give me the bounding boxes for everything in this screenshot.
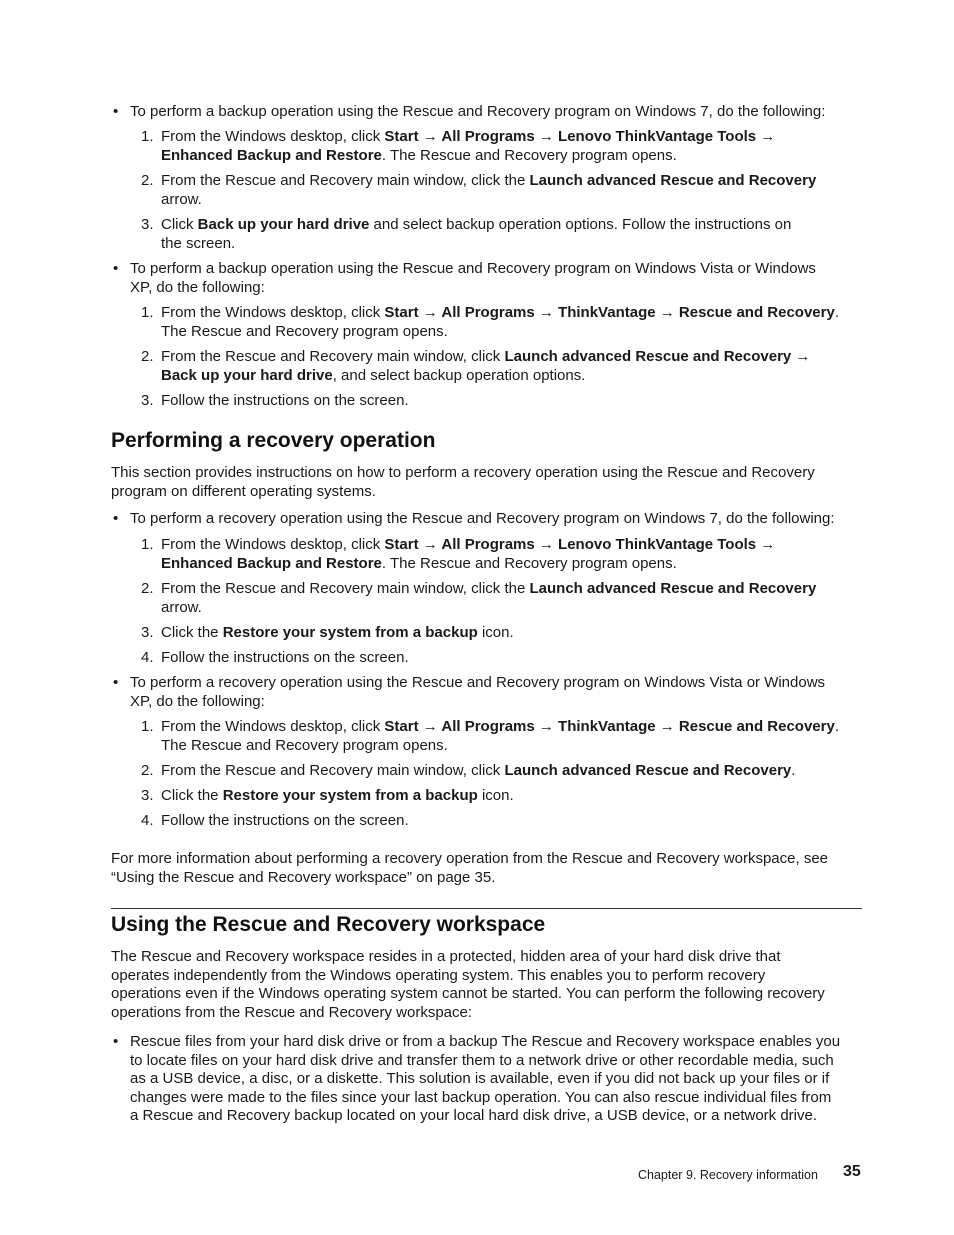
item-line: changes were made to the files since your last backup operation. You can also rescue individual files from — [130, 1088, 832, 1106]
section-divider — [111, 908, 862, 909]
option-name: Back up your hard drive — [161, 366, 333, 384]
step-text: From the Windows desktop, click — [161, 128, 385, 145]
recovery-win7-step2 — [161, 580, 866, 617]
intro-line: operations from the Rescue and Recovery workspace: — [111, 1003, 473, 1021]
step-text: From the Rescue and Recovery main window, click — [161, 348, 505, 365]
step-number: 4. — [141, 649, 154, 666]
recovery-vista-step3 — [161, 787, 866, 806]
recovery-win7-step4: Follow the instructions on the screen. — [161, 649, 409, 666]
step-number: 1. — [141, 718, 154, 735]
cross-reference-link[interactable]: “Using the Rescue and Recovery workspace” on page 35. — [111, 868, 496, 886]
backup-vista-step2 — [161, 348, 866, 385]
step-text: icon. — [477, 787, 514, 804]
intro-line: operates independently from the Windows operating system. This enables you to perform recovery — [111, 966, 766, 984]
step-number: 3. — [141, 787, 154, 804]
item-line: to locate files on your hard disk drive and transfer them to a network drive or other recordable media, such — [130, 1051, 834, 1069]
step-text: From the Rescue and Recovery main window, click — [161, 762, 505, 779]
step-number: 2. — [141, 580, 154, 597]
menu-path: Start → All Programs → ThinkVantage → Rescue and Recovery — [384, 304, 835, 321]
option-name: Restore your system from a backup — [222, 787, 478, 804]
menu-path: Start → All Programs → ThinkVantage → Rescue and Recovery — [384, 718, 835, 735]
bullet-marker: • — [113, 674, 119, 691]
bullet-marker: • — [113, 510, 119, 527]
item-line: Rescue files from your hard disk drive or from a backup The Rescue and Recovery workspace enables you — [130, 1033, 841, 1050]
step-text: Click — [161, 216, 198, 233]
step-text: icon. — [477, 624, 514, 641]
workspace-intro — [111, 948, 866, 1022]
item-line: as a USB device, a disc, or a diskette. This solution is available, even if you did not back up your files or if — [130, 1070, 830, 1087]
backup-vista-step3: Follow the instructions on the screen. — [161, 392, 409, 409]
option-name: Back up your hard drive — [197, 216, 370, 233]
more-info-line: For more information about performing a recovery operation from the Rescue and Recovery workspace, see — [111, 850, 829, 867]
rescue-files-item — [130, 1033, 865, 1126]
step-text: From the Windows desktop, click — [161, 718, 385, 735]
option-name: Restore your system from a backup — [222, 624, 478, 641]
step-number: 1. — [141, 536, 154, 553]
step-text: From the Rescue and Recovery main window, click the — [161, 580, 530, 597]
step-number: 4. — [141, 812, 154, 829]
section-heading-recovery: Performing a recovery operation — [111, 429, 436, 452]
intro-line: XP, do the following: — [130, 692, 265, 710]
step-text: the screen. — [161, 234, 236, 252]
recovery-intro — [111, 464, 866, 501]
intro-line: This section provides instructions on how to perform a recovery operation using the Rescue and Recovery — [111, 464, 815, 481]
bullet-marker: • — [113, 260, 119, 277]
step-text: From the Rescue and Recovery main window, click the — [161, 172, 530, 189]
page-number: 35 — [843, 1163, 861, 1180]
menu-path: Start → All Programs → Lenovo ThinkVantage Tools → — [384, 128, 776, 145]
step-text: . The Rescue and Recovery program opens. — [381, 554, 677, 572]
option-name: Launch advanced Rescue and Recovery — [504, 762, 792, 779]
recovery-vista-step2 — [161, 762, 866, 781]
step-text: and select backup operation options. Follow the instructions on — [369, 216, 792, 233]
intro-line: operations even if the Windows operating system cannot be started. You can perform the following recovery — [111, 985, 825, 1002]
step-number: 1. — [141, 304, 154, 321]
step-text: The Rescue and Recovery program opens. — [161, 322, 448, 340]
step-number: 3. — [141, 392, 154, 409]
step-text: arrow. — [161, 190, 202, 208]
option-name: Launch advanced Rescue and Recovery — [529, 580, 817, 597]
step-number: 3. — [141, 216, 154, 233]
step-text: The Rescue and Recovery program opens. — [161, 736, 448, 754]
step-text: . — [791, 762, 796, 779]
backup-win7-step3 — [161, 216, 866, 253]
menu-path: Start → All Programs → Lenovo ThinkVantage Tools → — [384, 536, 776, 553]
recovery-win7-step1 — [161, 536, 866, 573]
recovery-win7-step3 — [161, 624, 866, 643]
intro-line: The Rescue and Recovery workspace resides in a protected, hidden area of your hard disk drive that — [111, 948, 781, 965]
backup-vista-step1 — [161, 304, 866, 341]
step-text: . — [834, 718, 839, 735]
section-heading-workspace: Using the Rescue and Recovery workspace — [111, 913, 546, 936]
menu-path-item: Enhanced Backup and Restore — [161, 146, 382, 164]
recovery-win7-intro: To perform a recovery operation using the Rescue and Recovery program on Windows 7, do the following: — [130, 510, 835, 527]
bullet-marker: • — [113, 103, 119, 120]
step-number: 2. — [141, 172, 154, 189]
step-number: 3. — [141, 624, 154, 641]
recovery-vista-step4: Follow the instructions on the screen. — [161, 812, 409, 829]
bullet-marker: • — [113, 1033, 119, 1050]
step-text: Click the — [161, 624, 223, 641]
step-text: . — [834, 304, 839, 321]
step-text: Click the — [161, 787, 223, 804]
step-number: 1. — [141, 128, 154, 145]
item-line: a Rescue and Recovery backup located on your local hard disk drive, a USB device, or a network drive. — [130, 1107, 818, 1124]
backup-win7-step2 — [161, 172, 866, 209]
step-number: 2. — [141, 762, 154, 779]
intro-line: To perform a recovery operation using the Rescue and Recovery program on Windows Vista or Windows — [130, 674, 826, 691]
backup-vista-intro — [130, 260, 865, 297]
step-text: , and select backup operation options. — [332, 366, 586, 384]
option-name: Launch advanced Rescue and Recovery → — [504, 348, 811, 365]
recovery-vista-step1 — [161, 718, 866, 755]
option-name: Launch advanced Rescue and Recovery — [529, 172, 817, 189]
footer-chapter: Chapter 9. Recovery information — [638, 1168, 818, 1182]
step-text: From the Windows desktop, click — [161, 536, 385, 553]
intro-line: XP, do the following: — [130, 278, 265, 296]
backup-win7-intro: To perform a backup operation using the Rescue and Recovery program on Windows 7, do the following: — [130, 103, 826, 120]
backup-win7-step1 — [161, 128, 866, 165]
intro-line: To perform a backup operation using the Rescue and Recovery program on Windows Vista or Windows — [130, 260, 816, 277]
step-text: From the Windows desktop, click — [161, 304, 385, 321]
step-text: arrow. — [161, 598, 202, 616]
step-text: . The Rescue and Recovery program opens. — [381, 146, 677, 164]
menu-path-item: Enhanced Backup and Restore — [161, 554, 382, 572]
intro-line: program on different operating systems. — [111, 482, 376, 500]
recovery-vista-intro — [130, 674, 865, 711]
more-info-paragraph — [111, 850, 866, 887]
step-number: 2. — [141, 348, 154, 365]
